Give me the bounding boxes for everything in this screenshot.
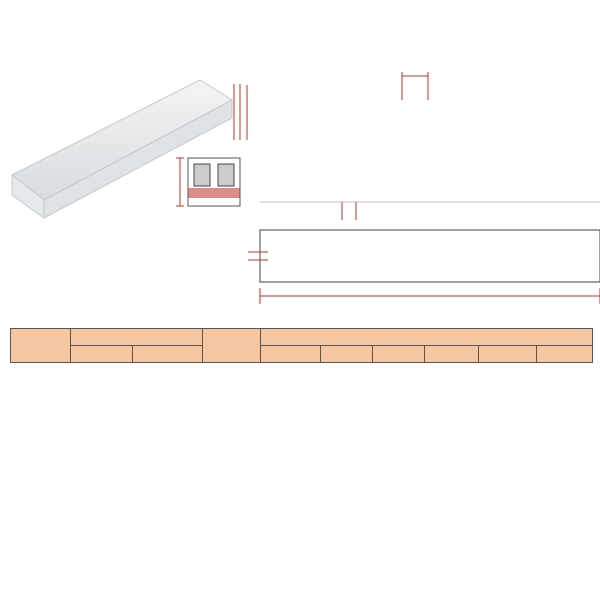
- header-dim-c: [373, 346, 425, 363]
- dimension-drawings: [160, 60, 600, 310]
- header-awg: [133, 346, 203, 363]
- top-view-drawing: [234, 72, 428, 140]
- header-screw: [203, 329, 261, 363]
- specification-table: [10, 328, 593, 363]
- header-dim-e: [479, 346, 537, 363]
- header-item: [11, 329, 71, 363]
- header-dim-d: [425, 346, 479, 363]
- header-cross-sec: [71, 346, 133, 363]
- side-view-drawing: [260, 202, 600, 220]
- cross-section-drawing: [176, 158, 240, 206]
- header-dim-f: [537, 346, 593, 363]
- header-wire-range: [71, 329, 203, 346]
- header-dim-a: [261, 346, 321, 363]
- bottom-view-drawing: [248, 230, 600, 304]
- header-dim-b: [321, 346, 373, 363]
- header-dimensions: [261, 329, 593, 346]
